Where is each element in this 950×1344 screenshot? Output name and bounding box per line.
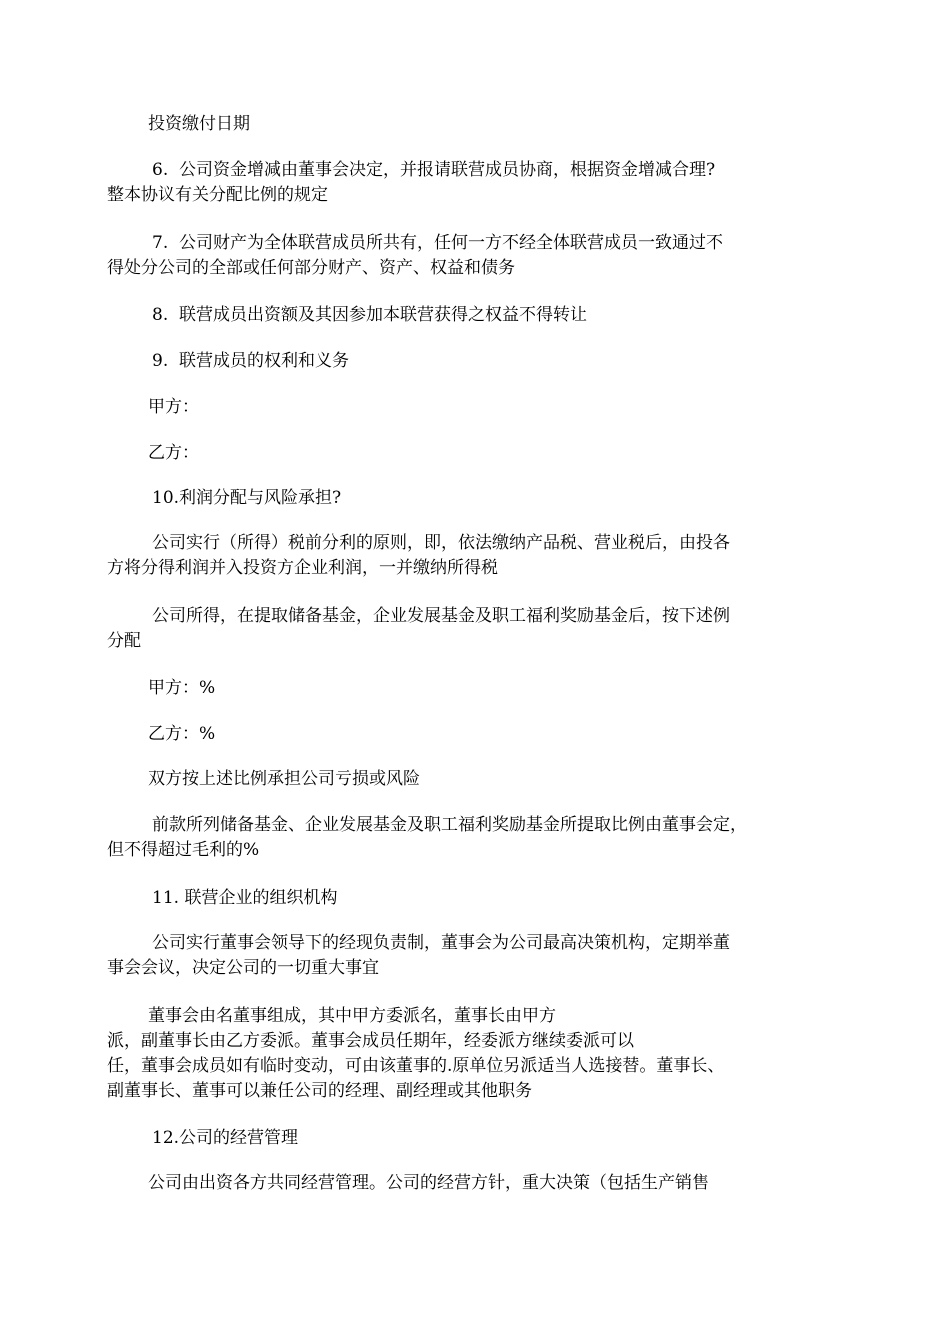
text-line: 投资缴付日期 — [148, 114, 250, 134]
paragraph-line: 董事会由名董事组成，其中甲方委派名，董事长由甲方 — [148, 1006, 556, 1026]
paragraph-line: 公司所得，在提取储备基金，企业发展基金及职工福利奖励基金后，按下述例 — [152, 606, 730, 626]
paragraph-line: 派，副董事长由乙方委派。董事会成员任期年，经委派方继续委派可以 — [107, 1031, 634, 1051]
clause-11-heading: 11. 联营企业的组织机构 — [152, 888, 338, 908]
paragraph-line: 副董事长、董事可以兼任公司的经理、副经理或其他职务 — [107, 1081, 532, 1101]
paragraph-line: 方将分得利润并入投资方企业利润，一并缴纳所得税 — [107, 558, 498, 578]
party-a-line: 甲方： — [148, 397, 199, 417]
clause-12-heading: 12.公司的经营管理 — [152, 1128, 299, 1148]
paragraph-line: 公司实行（所得）税前分利的原则，即，依法缴纳产品税、营业税后，由投各 — [152, 533, 730, 553]
clause-10-heading: 10.利润分配与风险承担? — [152, 488, 342, 508]
paragraph-line: 双方按上述比例承担公司亏损或风险 — [148, 769, 420, 789]
clause-6-line-2: 整本协议有关分配比例的规定 — [107, 185, 328, 205]
party-a-share: 甲方：% — [148, 678, 216, 698]
party-b-share: 乙方：% — [148, 724, 216, 744]
paragraph-line: 但不得超过毛利的% — [107, 840, 260, 860]
paragraph-line: 前款所列储备基金、企业发展基金及职工福利奖励基金所提取比例由董事会定， — [152, 815, 747, 835]
party-b-line: 乙方： — [148, 443, 199, 463]
clause-7-line-1: 7. 公司财产为全体联营成员所共有，任何一方不经全体联营成员一致通过不 — [152, 233, 724, 253]
clause-9: 9. 联营成员的权利和义务 — [152, 351, 350, 371]
clause-7-line-2: 得处分公司的全部或任何部分财产、资产、权益和债务 — [107, 258, 515, 278]
paragraph-line: 任，董事会成员如有临时变动，可由该董事的.原单位另派适当人选接替。董事长、 — [107, 1056, 725, 1076]
paragraph-line: 事会会议，决定公司的一切重大事宜 — [107, 958, 379, 978]
paragraph-line: 分配 — [107, 631, 141, 651]
paragraph-line: 公司由出资各方共同经营管理。公司的经营方针，重大决策（包括生产销售 — [148, 1173, 709, 1193]
paragraph-line: 公司实行董事会领导下的经现负责制，董事会为公司最高决策机构，定期举董 — [152, 933, 730, 953]
clause-8: 8. 联营成员出资额及其因参加本联营获得之权益不得转让 — [152, 305, 588, 325]
clause-6-line-1: 6. 公司资金增减由董事会决定，并报请联营成员协商，根据资金增减合理? — [152, 160, 716, 180]
